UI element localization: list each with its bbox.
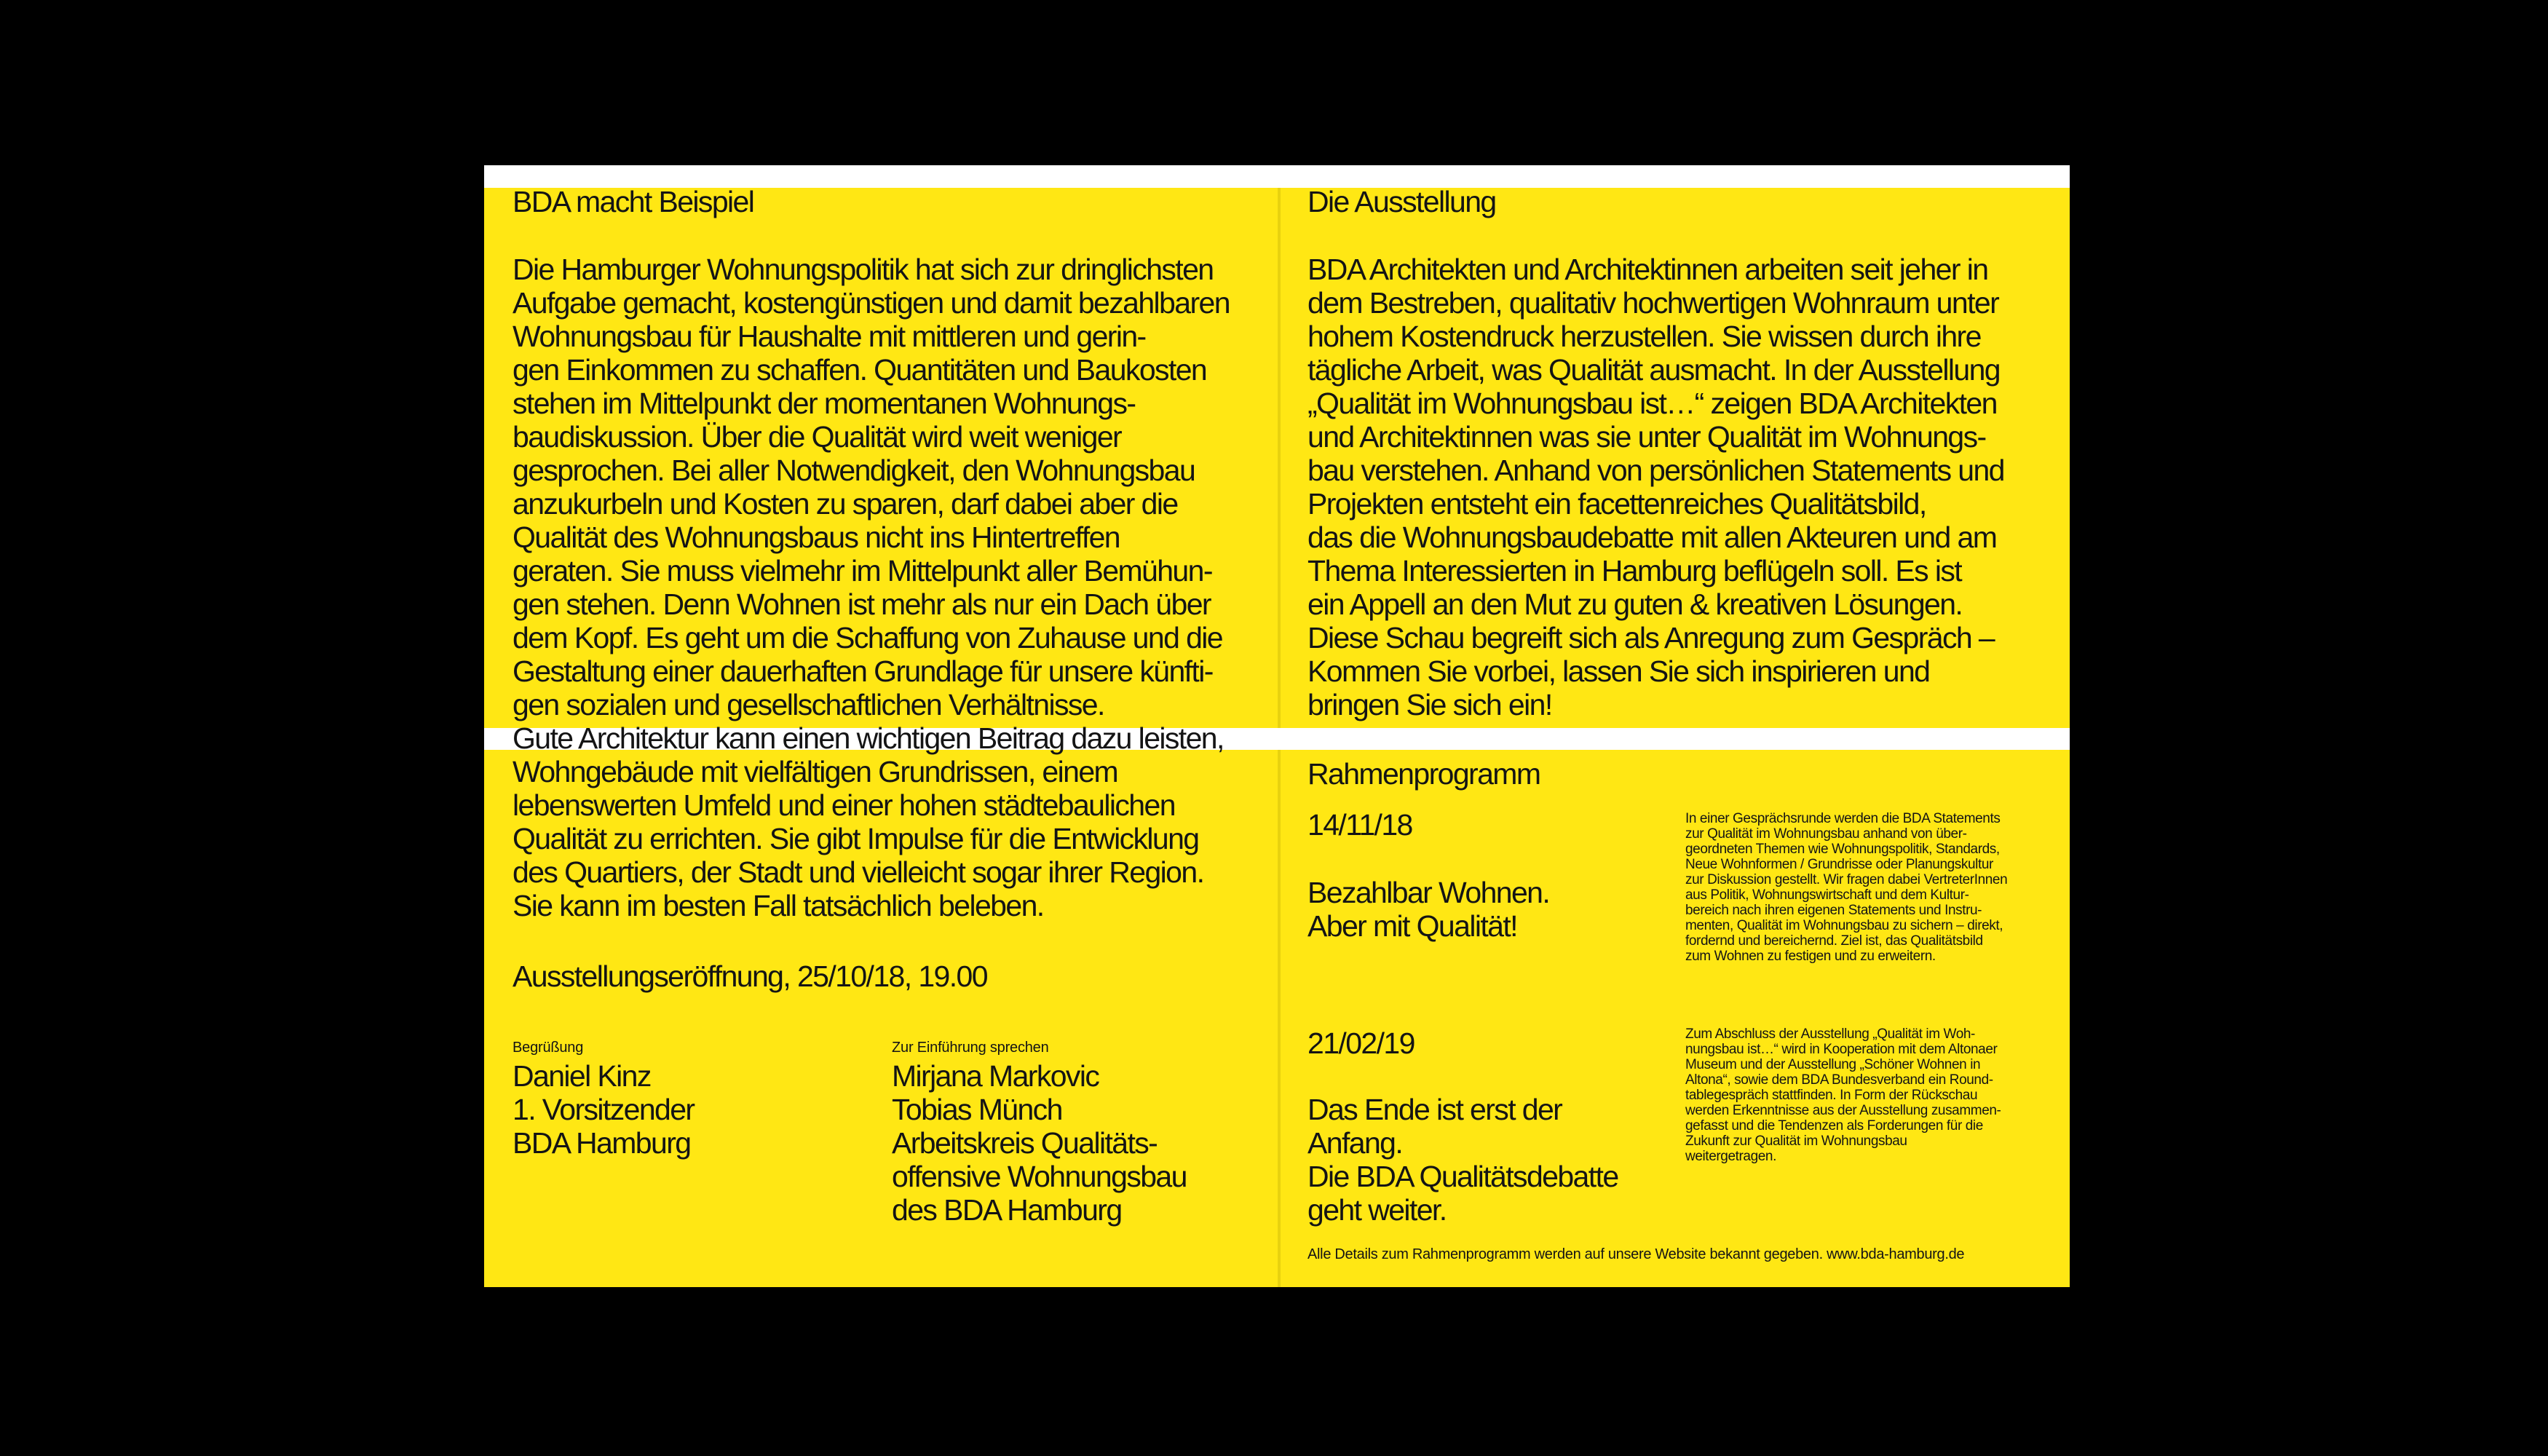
greeting-label: Begrüßung	[513, 1040, 584, 1056]
event2-description: Zum Abschluss der Ausstellung „Qualität im Woh- nungsbau ist…“ wird in Kooperation mit dem Altonaer Museum und der Ausstellung „Schöner Wohnen in Altona“, sowie dem BDA Bundesverband ein Round- tablegespräch stattfinden. In Form der Rückschau werden Erkenntnisse aus der Ausstellung zusammen- gefasst und die Tendenzen als Forderungen für die Zukunft zur Qualität im Wohnungsbau weitergetragen.	[1685, 1026, 2001, 1164]
center-fold	[1278, 165, 1281, 1287]
event1-description: In einer Gesprächsrunde werden die BDA Statements zur Qualität im Wohnungsbau anhand von über- geordneten Themen wie Wohnungspolitik, Standards, Neue Wohnformen / Grundrisse oder Planungskultur zur Diskussion gestellt. Wir fragen dabei VertreterInnen aus Politik, Wohnungswirtschaft und dem Kultur- bereich nach ihren eigenen Statements und Instru- menten, Qualität im Wohnungsbau zu sichern – direkt, fordernd und bereichernd. Ziel ist, das Qualitätsbild zum Wohnen zu festigen und zu erweitern.	[1685, 811, 2008, 964]
right-heading: Die Ausstellung	[1307, 185, 1496, 218]
intro-label: Zur Einführung sprechen	[892, 1040, 1049, 1056]
opening-date: Ausstellungseröffnung, 25/10/18, 19.00	[513, 960, 987, 993]
program-heading: Rahmenprogramm	[1307, 757, 1540, 791]
event2-title: Das Ende ist erst der Anfang. Die BDA Qualitätsdebatte geht weiter.	[1307, 1093, 1618, 1227]
left-body-paragraph-2: Gute Architektur kann einen wichtigen Beitrag dazu leisten, Wohngebäude mit vielfältigen Grundrissen, einem lebenswerten Umfeld und einer hohen städtebaulichen Qualität zu errichten. Sie gibt Impulse für die Entwicklung des Quartiers, der Stadt und vielleicht sogar ihrer Region. Sie kann im besten Fall tatsächlich beleben.	[513, 721, 1224, 922]
greeting-speaker: Daniel Kinz 1. Vorsitzender BDA Hamburg	[513, 1059, 695, 1160]
left-heading: BDA macht Beispiel	[513, 185, 754, 218]
intro-speakers: Mirjana Markovic Tobias Münch Arbeitskreis Qualitäts- offensive Wohnungsbau des BDA Hamburg	[892, 1059, 1187, 1227]
event1-date: 14/11/18	[1307, 808, 1412, 842]
event2-date: 21/02/19	[1307, 1026, 1415, 1060]
event1-title: Bezahlbar Wohnen. Aber mit Qualität!	[1307, 876, 1550, 943]
left-body-paragraph-1: Die Hamburger Wohnungspolitik hat sich zur dringlichsten Aufgabe gemacht, kostengünstigen und damit bezahlbaren Wohnungsbau für Haushalte mit mittleren und gerin- gen Einkommen zu schaffen. Quantitäten und Baukosten stehen im Mittelpunkt der momentanen Wohnungs- baudiskussion. Über die Qualität wird weit weniger gesprochen. Bei aller Notwendigkeit, den Wohnungsbau anzukurbeln und Kosten zu sparen, darf dabei aber die Qualität des Wohnungsbaus nicht ins Hintertreffen geraten. Sie muss vielmehr im Mittelpunkt aller Bemühun- gen stehen. Denn Wohnen ist mehr als nur ein Dach über dem Kopf. Es geht um die Schaffung von Zuhause und die Gestaltung einer dauerhaften Grundlage für unsere künfti- gen sozialen und gesellschaftlichen Verhältnisse.	[513, 253, 1230, 721]
footer-note: Alle Details zum Rahmenprogramm werden auf unsere Website bekannt gegeben. www.bda-hamburg.de	[1307, 1246, 1965, 1262]
right-body: BDA Architekten und Architektinnen arbeiten seit jeher in dem Bestreben, qualitativ hochwertigen Wohnraum unter hohem Kostendruck herzustellen. Sie wissen durch ihre tägliche Arbeit, was Qualität ausmacht. In der Ausstellung „Qualität im Wohnungsbau ist…“ zeigen BDA Architekten und Architektinnen was sie unter Qualität im Wohnungs- bau verstehen. Anhand von persönlichen Statements und Projekten entsteht ein facettenreiches Qualitätsbild, das die Wohnungsbaudebatte mit allen Akteuren und am Thema Interessierten in Hamburg beflügeln soll. Es ist ein Appell an den Mut zu guten & kreativen Lösungen. Diese Schau begreift sich als Anregung zum Gespräch – Kommen Sie vorbei, lassen Sie sich inspirieren und bringen Sie sich ein!	[1307, 253, 2004, 721]
